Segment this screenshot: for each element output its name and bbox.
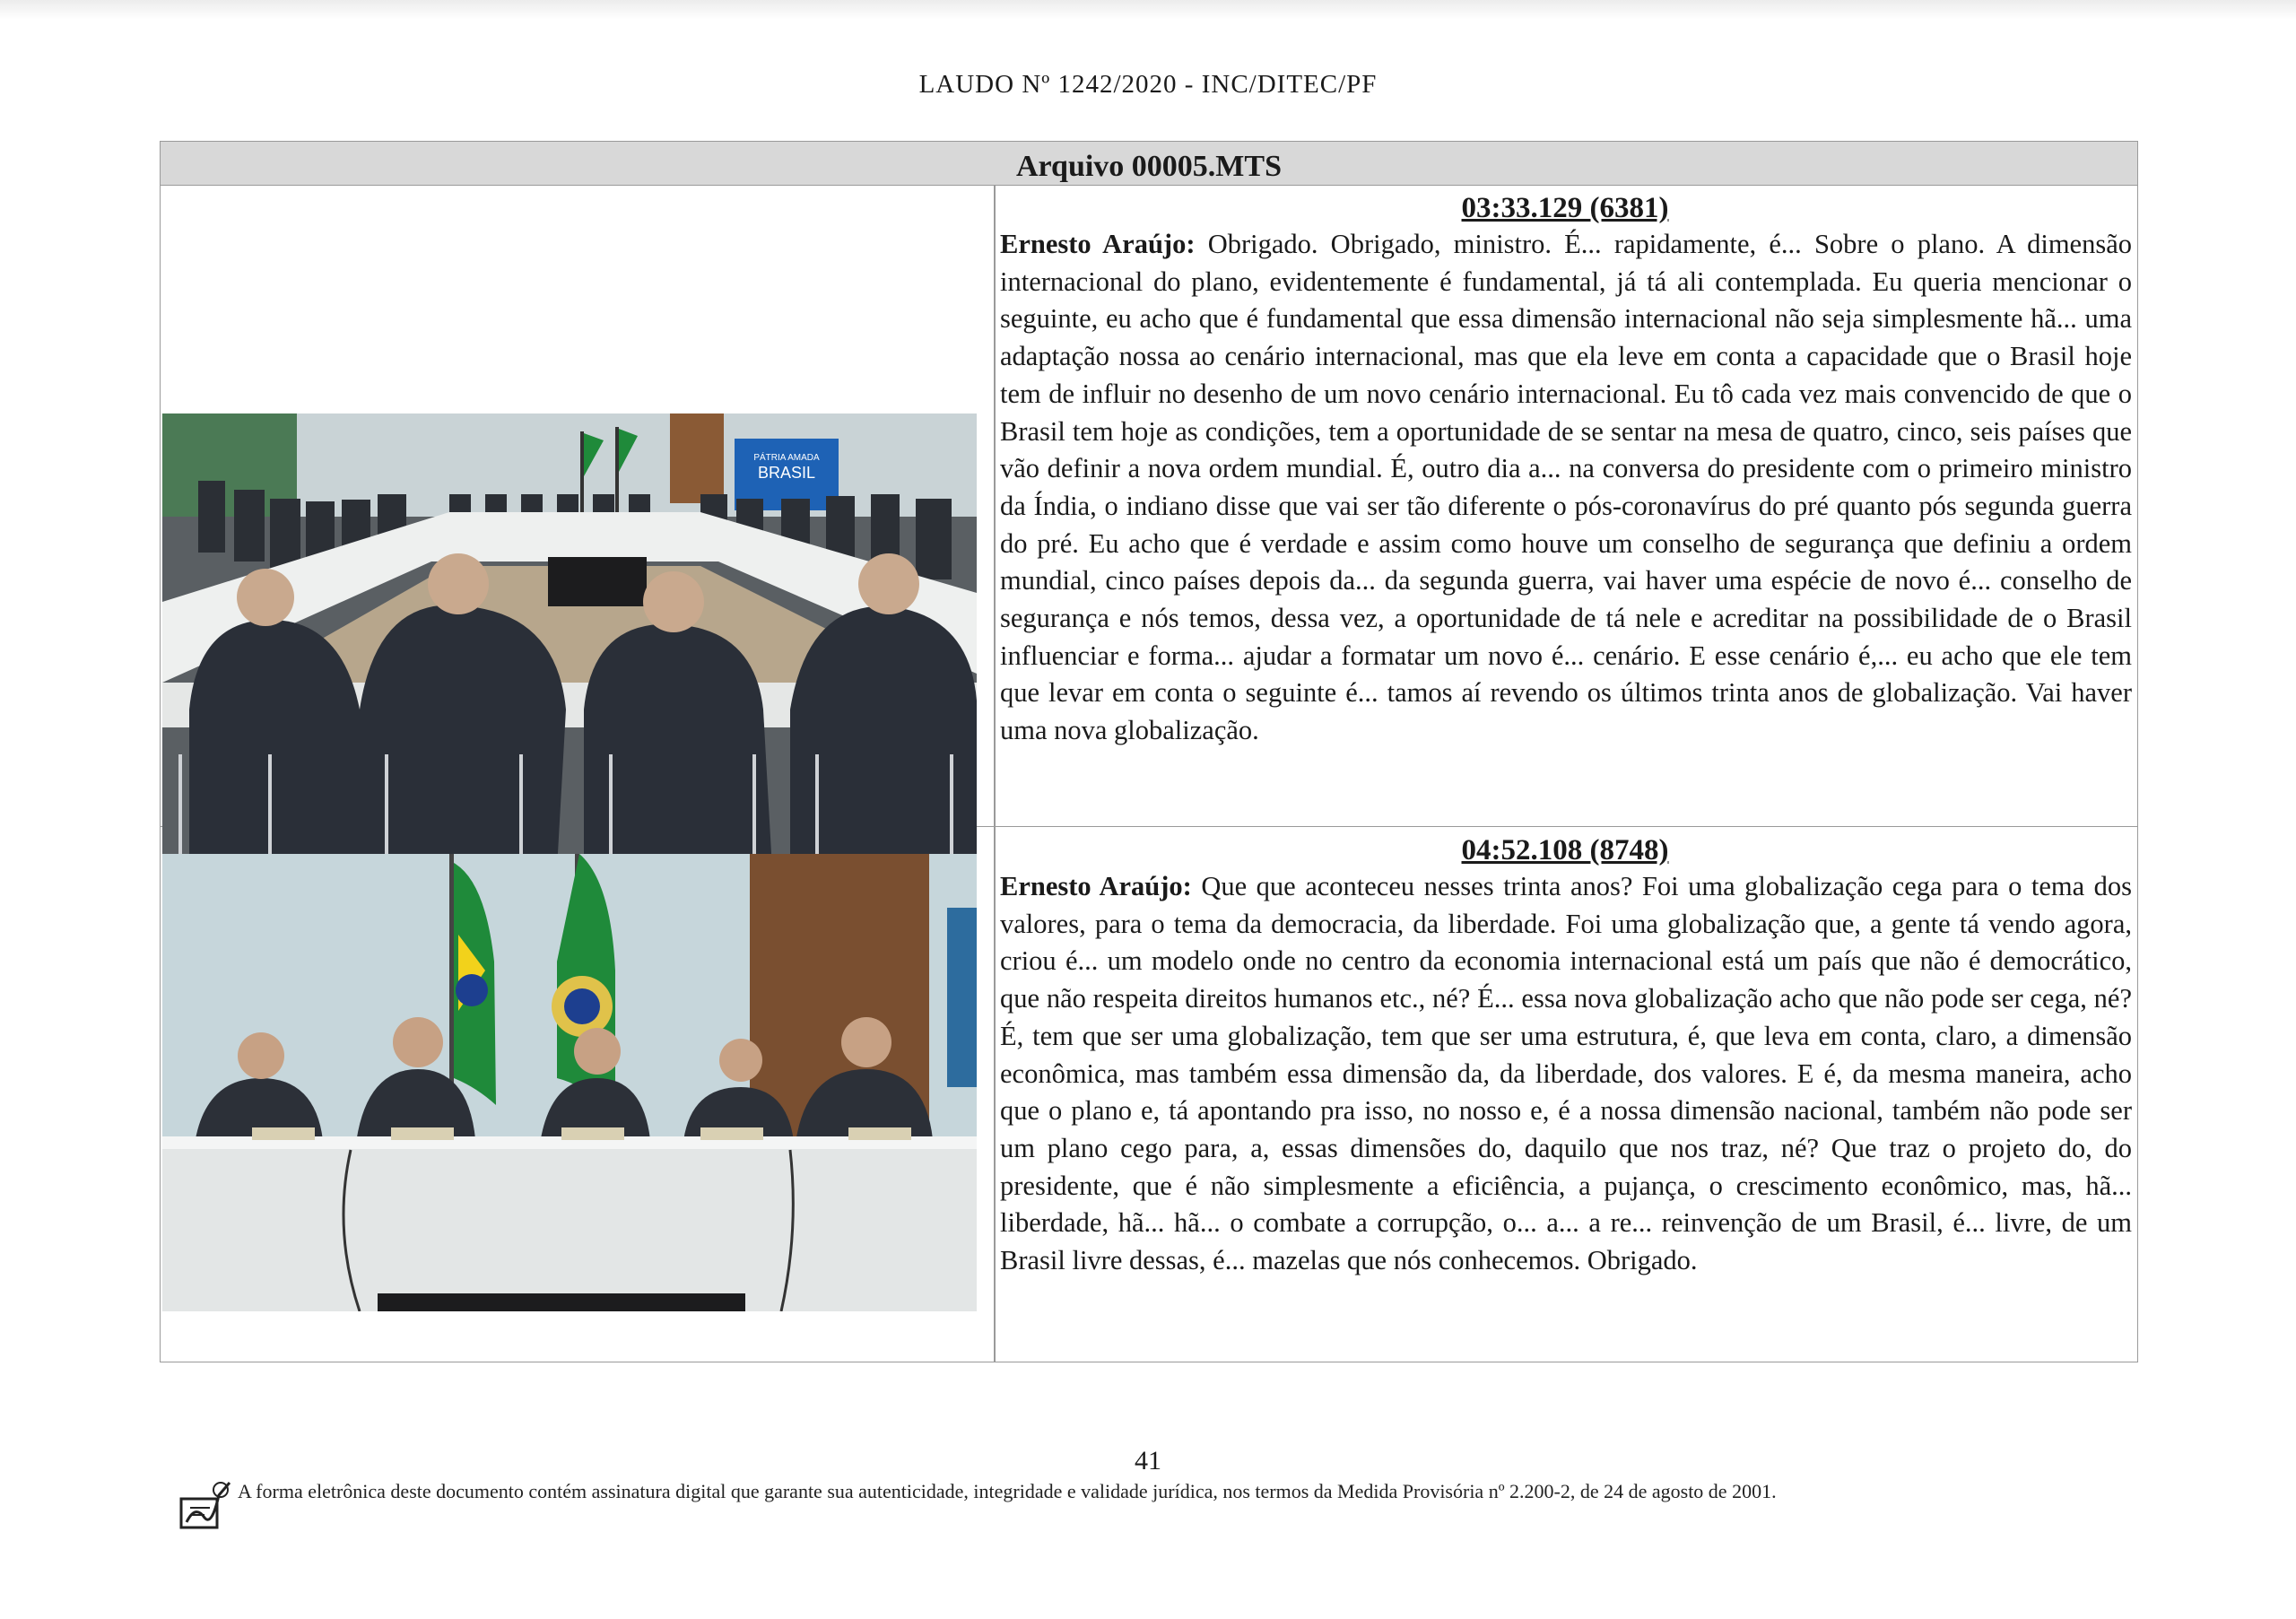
speech-paragraph: [996, 868, 2134, 1280]
speech-text: Que que aconteceu nesses trinta anos? Foi uma globalização cega para o tema dos valores, para o tema da democracia, da liberdade. Foi uma globalização que, a gente tá vendo agora, criou é... um modelo onde no centro da economia internacional está um país que não é democrático, que não respeita direitos humanos etc., né? É... essa nova globalização acho que não pode ser cega, né? É, tem que ser uma globalização, tem que ser uma estrutura, é, que leva em conta, claro, a dimensão econômica, mas também essa dimensão da, da liberdade, dos valores. E é, da mesma maneira, acho que o plano e, tá apontando pra isso, no nosso e, é a nossa dimensão nacional, também não pode ser um plano cego para, a, essas dimensões do, daquilo que nos traz, né? Que traz o projeto do, do presidente, que é não simplesmente a eficiência, a pujança, o crescimento econômico, mas, hã... liberdade, hã... hã... o combate a corrupção, o... a... a re... reinvenção de um Brasil, é... livre, de um Brasil livre dessas, é... mazelas que nós conhecemos. Obrigado.: [1000, 871, 2132, 1276]
file-header: Arquivo 00005.MTS: [161, 142, 2137, 186]
meeting-photo-wide-svg: [162, 413, 977, 869]
meeting-photo-panel: [162, 854, 977, 1311]
timestamp: 03:33.129 (6381): [1461, 192, 1669, 224]
banner-line-1: PÁTRIA AMADA: [753, 453, 820, 463]
speech-paragraph: [996, 226, 2134, 750]
transcript-table: [160, 141, 2138, 1362]
speech-text: Obrigado. Obrigado, ministro. É... rapidamente, é... Sobre o plano. A dimensão internacional do plano, evidentemente é fundamental, já tá ali contemplada. Eu queria mencionar o seguinte, eu acho que é fundamental que essa dimensão internacional não seja simplesmente hã... uma adaptação nossa ao cenário internacional, mas que ela leve em conta a capacidade que o Brasil hoje tem de influir no desenho de um novo cenário internacional. Eu tô cada vez mais convencido de que o Brasil tem hoje as condições, tem a oportunidade de se sentar na mesa de quatro, cinco, seis países que vão definir a nova ordem mundial. É, outro dia a... na conversa do presidente com o primeiro ministro da Índia, o indiano disse que vai ser tão diferente o pós-coronavírus do pré quanto pós segunda guerra do pré. Eu acho que é verdade e assim como houve um conselho de segurança que definiu a ordem mundial, cinco países depois da... da segunda guerra, vai haver uma espécie de novo é... conselho de segurança e nós temos, dessa vez, a oportunidade de tá nele e acreditar na possibilidade de o Brasil influenciar e forma... ajudar a formatar um novo é... cenário. E esse cenário é,... eu acho que ele tem que levar em conta o seguinte é... tamos aí revendo os últimos trinta anos de globalização. Vai haver uma nova globalização.: [1000, 229, 2132, 746]
page-title: LAUDO Nº 1242/2020 - INC/DITEC/PF: [918, 70, 1378, 99]
transcript-row-2: [161, 827, 2137, 1362]
meeting-photo-panel-svg: [162, 854, 977, 1311]
banner-line-2: BRASIL: [757, 464, 816, 482]
meeting-photo-wide: [162, 413, 977, 869]
scan-edge: [0, 0, 2296, 20]
speaker-name: Ernesto Araújo:: [1000, 871, 1192, 901]
transcript-entry-1: [996, 185, 2134, 750]
footer-note: A forma eletrônica deste documento contém assinatura digital que garante sua autenticidade, integridade e validade jurídica, nos termos da Medida Provisória nº 2.200-2, de 24 de agosto de 2001.: [238, 1480, 1777, 1502]
digital-signature-icon: [178, 1477, 233, 1531]
transcript-row-1: [161, 185, 2137, 827]
transcript-entry-2: [996, 827, 2134, 1280]
timestamp: 04:52.108 (8748): [1461, 834, 1669, 866]
speaker-name: Ernesto Araújo:: [1000, 229, 1196, 259]
page-number: 41: [1135, 1446, 1161, 1475]
